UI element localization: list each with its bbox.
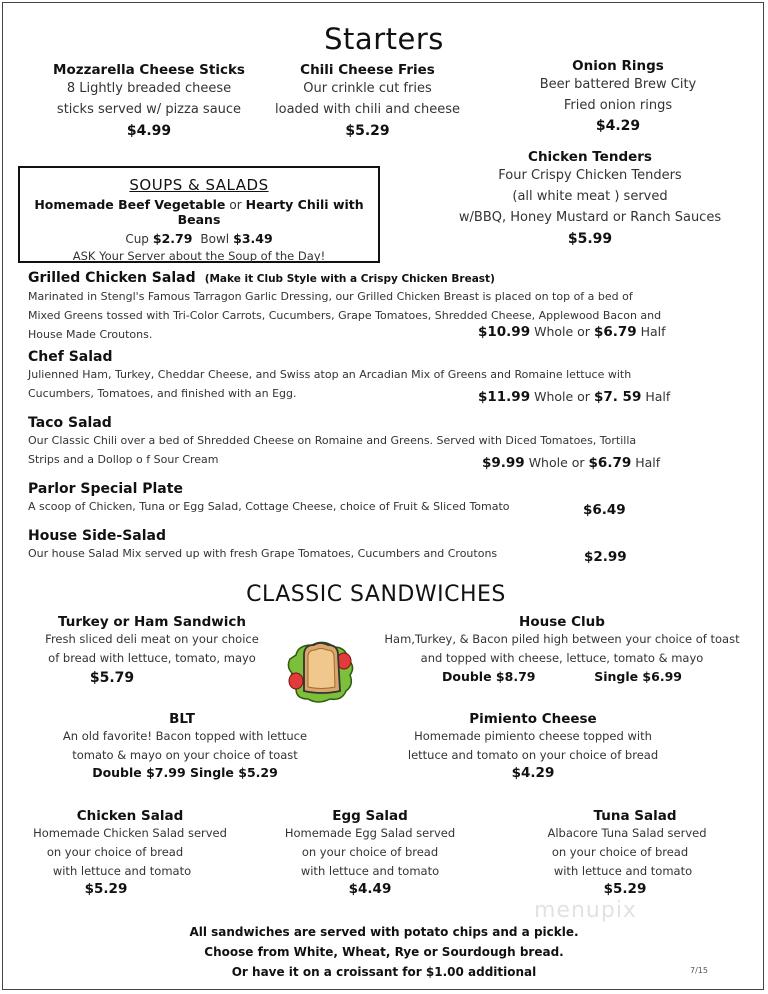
- price-half: $6.79: [593, 324, 637, 340]
- item-desc: Albacore Tuna Salad served: [547, 826, 707, 840]
- club-prices: [362, 669, 762, 684]
- item-desc: Beer battered Brew City: [539, 77, 697, 92]
- item-name: Pimiento Cheese: [469, 711, 597, 727]
- item-name: Taco Salad: [28, 415, 112, 431]
- sandwich-icon: [284, 633, 358, 707]
- item-blt: [40, 711, 330, 780]
- item-price: $2.99: [584, 549, 627, 565]
- starters-title: Starters: [324, 22, 444, 56]
- grilled-price: [478, 324, 666, 340]
- sandwiches-title: CLASSIC SANDWICHES: [246, 582, 506, 607]
- price-single: Single $5.29: [190, 765, 278, 780]
- item-desc: with lettuce and tomato: [300, 864, 440, 878]
- item-desc: w/BBQ, Honey Mustard or Ranch Sauces: [458, 210, 722, 225]
- item-name: Mozzarella Cheese Sticks: [53, 62, 245, 78]
- side-price: [584, 549, 627, 565]
- item-desc: loaded with chili and cheese: [275, 102, 460, 117]
- item-name: House Side-Salad: [28, 528, 167, 544]
- half-label: Half: [640, 324, 666, 339]
- item-desc: Julienned Ham, Turkey, Cheddar Cheese, and Swiss atop an Arcadian Mix of Greens and Romaine lettuce with: [28, 368, 632, 381]
- soup-beef-vegetable: Homemade Beef Vegetable: [34, 197, 226, 212]
- item-mozzarella-sticks: [14, 62, 284, 139]
- item-price: $5.79: [89, 670, 135, 686]
- item-desc: with lettuce and tomato: [52, 864, 192, 878]
- item-desc: (all white meat ) served: [512, 189, 668, 204]
- item-turkey-ham: [14, 614, 290, 686]
- item-desc: Homemade Egg Salad served: [284, 826, 456, 840]
- item-desc: House Made Croutons.: [28, 328, 153, 341]
- item-desc: 8 Lightly breaded cheese: [66, 81, 232, 96]
- item-name: House Club: [519, 614, 605, 630]
- price-double: Double $8.79: [442, 669, 536, 684]
- item-desc: Fresh sliced deli meat on your choice: [45, 632, 259, 646]
- item-desc: Marinated in Stengl's Famous Tarragon Garlic Dressing, our Grilled Chicken Breast is placed on top of a bed of: [28, 290, 633, 303]
- whole-label: Whole or: [528, 455, 585, 470]
- item-desc: and topped with cheese, lettuce, tomato & mayo: [420, 651, 704, 665]
- item-desc: Fried onion rings: [563, 98, 673, 113]
- soup-or: or: [229, 198, 242, 212]
- item-price: $4.29: [595, 118, 641, 134]
- soups-prices: [20, 231, 378, 246]
- item-name: Onion Rings: [572, 58, 664, 74]
- blt-prices: [40, 765, 330, 780]
- half-label: Half: [635, 455, 661, 470]
- item-price: $5.29: [603, 881, 647, 897]
- item-desc: Our crinkle cut fries: [303, 81, 432, 96]
- whole-label: Whole or: [534, 389, 590, 404]
- footer-line: All sandwiches are served with potato chips and a pickle.: [189, 925, 579, 939]
- item-price: $4.99: [126, 123, 172, 139]
- price-whole: $11.99: [478, 389, 531, 405]
- soup-of-day-note: ASK Your Server about the Soup of the Day!: [72, 249, 326, 263]
- bowl-label: Bowl: [200, 232, 230, 246]
- item-pimiento-cheese: [378, 711, 688, 781]
- item-desc: Four Crispy Chicken Tenders: [498, 168, 682, 183]
- item-desc: on your choice of bread: [46, 845, 184, 859]
- item-name: Chef Salad: [28, 349, 113, 365]
- price-half: $6.79: [588, 455, 632, 471]
- watermark: menupix: [534, 898, 637, 923]
- item-tuna-salad-sandwich: [510, 808, 730, 897]
- menu-version-code: 7/15: [690, 966, 708, 975]
- sandwich-footer-note: [0, 922, 768, 982]
- sandwich-illustration: [284, 633, 358, 707]
- soups-salads-box: [18, 166, 380, 263]
- cup-price: $2.79: [152, 231, 193, 246]
- price-half: $7. 59: [593, 389, 642, 405]
- item-desc: sticks served w/ pizza sauce: [56, 102, 242, 117]
- item-desc: A scoop of Chicken, Tuna or Egg Salad, Cottage Cheese, choice of Fruit & Sliced Tomato: [28, 500, 510, 513]
- item-name: Tuna Salad: [593, 808, 677, 824]
- item-desc: Our Classic Chili over a bed of Shredded Cheese on Romaine and Greens. Served with Diced Tomatoes, Tortilla: [28, 434, 637, 447]
- item-desc: of bread with lettuce, tomato, mayo: [48, 651, 256, 665]
- bowl-price: $3.49: [233, 231, 273, 246]
- item-desc: with lettuce and tomato: [553, 864, 693, 878]
- item-parlor-special: [28, 481, 748, 516]
- price-whole: $9.99: [482, 455, 525, 471]
- item-desc: Homemade pimiento cheese topped with: [414, 729, 652, 743]
- item-name: Chicken Salad: [76, 808, 184, 824]
- item-price: $4.29: [511, 765, 555, 781]
- item-chili-cheese-fries: [245, 62, 490, 139]
- item-name: BLT: [169, 711, 195, 727]
- item-desc: Cucumbers, Tomatoes, and finished with an Egg.: [28, 387, 297, 400]
- item-price: $6.49: [583, 502, 626, 518]
- item-price: $5.29: [345, 123, 390, 139]
- item-desc: on your choice of bread: [301, 845, 439, 859]
- item-egg-salad-sandwich: [270, 808, 470, 897]
- footer-line: Or have it on a croissant for $1.00 additional: [231, 965, 537, 979]
- soup-chili-beans: Hearty Chili with Beans: [177, 197, 364, 227]
- cup-label: Cup: [125, 232, 149, 246]
- footer-line: Choose from White, Wheat, Rye or Sourdough bread.: [204, 945, 564, 959]
- item-price: $5.29: [84, 881, 128, 897]
- item-desc: Homemade Chicken Salad served: [33, 826, 227, 840]
- item-name: Turkey or Ham Sandwich: [58, 614, 246, 630]
- item-price: $4.49: [348, 881, 392, 897]
- item-name: Grilled Chicken Salad: [28, 270, 196, 286]
- item-desc: An old favorite! Bacon topped with lettuce: [62, 729, 308, 743]
- half-label: Half: [645, 389, 671, 404]
- parlor-price: [583, 502, 626, 518]
- item-name: Chicken Tenders: [528, 149, 652, 165]
- item-price: $5.99: [567, 231, 613, 247]
- item-house-club: [362, 614, 762, 684]
- item-desc: on your choice of bread: [551, 845, 689, 859]
- item-desc: Ham,Turkey, & Bacon piled high between your choice of toast: [384, 632, 740, 646]
- item-house-side-salad: [28, 528, 748, 563]
- item-desc: lettuce and tomato on your choice of bread: [407, 748, 659, 762]
- item-name: Parlor Special Plate: [28, 481, 183, 497]
- chef-price: [478, 389, 670, 405]
- item-desc: tomato & mayo on your choice of toast: [72, 748, 298, 762]
- whole-label: Whole or: [534, 324, 590, 339]
- item-desc: Our house Salad Mix served up with fresh Grape Tomatoes, Cucumbers and Croutons: [28, 547, 498, 560]
- price-single: Single $6.99: [594, 669, 682, 684]
- taco-price: [482, 455, 660, 471]
- soups-title: SOUPS & SALADS: [129, 176, 269, 194]
- item-name: Egg Salad: [332, 808, 408, 824]
- item-desc: Strips and a Dollop o f Sour Cream: [28, 453, 219, 466]
- soups-options: [20, 197, 378, 227]
- item-note: (Make it Club Style with a Crispy Chicken Breast): [204, 273, 495, 285]
- price-whole: $10.99: [478, 324, 531, 340]
- item-chicken-salad-sandwich: [10, 808, 250, 897]
- item-desc: Mixed Greens tossed with Tri-Color Carrots, Cucumbers, Grape Tomatoes, Shredded Cheese, Applewood Bacon and: [28, 309, 662, 322]
- item-chicken-tenders: [420, 149, 760, 247]
- item-name: Chili Cheese Fries: [300, 62, 435, 78]
- price-double: Double $7.99: [92, 765, 186, 780]
- item-onion-rings: [500, 58, 736, 134]
